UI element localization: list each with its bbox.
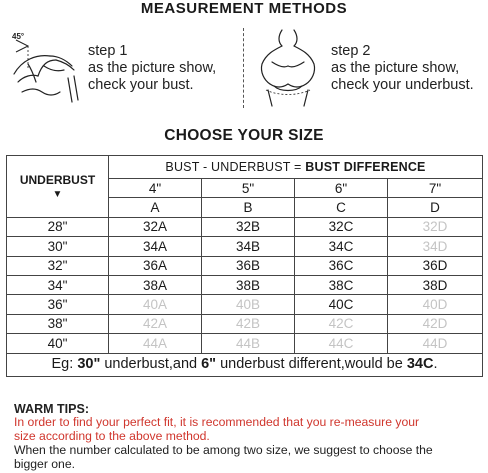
step2-text bbox=[331, 43, 474, 94]
band-cell: 28" bbox=[7, 217, 109, 236]
steps-divider bbox=[243, 28, 244, 108]
size-cell: 36D bbox=[388, 256, 483, 275]
size-cell: 34D bbox=[388, 237, 483, 256]
size-cell: 32B bbox=[202, 217, 295, 236]
size-cell: 42C bbox=[295, 314, 388, 333]
size-cell: 38B bbox=[202, 275, 295, 294]
size-cell: 44A bbox=[109, 334, 202, 353]
cup-cell: B bbox=[202, 198, 295, 217]
tips-black-line2: bigger one. bbox=[14, 457, 75, 471]
underbust-header: UNDERBUST bbox=[19, 172, 96, 187]
size-chart-table bbox=[6, 155, 483, 377]
step1-line2: as the picture show, bbox=[88, 60, 217, 76]
size-cell: 34B bbox=[202, 237, 295, 256]
difference-cell: 6" bbox=[295, 179, 388, 198]
example-text: Eg: bbox=[51, 356, 78, 373]
size-cell: 40B bbox=[202, 295, 295, 314]
down-arrow-icon: ▼ bbox=[52, 188, 63, 200]
band-cell: 30" bbox=[7, 237, 109, 256]
size-table-title: CHOOSE YOUR SIZE bbox=[164, 127, 324, 144]
step1-text bbox=[88, 43, 216, 94]
tips-red-line2: size according to the above method. bbox=[14, 429, 210, 443]
table-row bbox=[7, 334, 483, 353]
cup-cell: A bbox=[109, 198, 202, 217]
size-cell: 36C bbox=[295, 256, 388, 275]
difference-cell: 4" bbox=[109, 179, 202, 198]
band-cell: 36" bbox=[7, 295, 109, 314]
difference-cell: 7" bbox=[388, 179, 483, 198]
size-cell: 36A bbox=[109, 256, 202, 275]
bust-measure-illustration bbox=[8, 30, 83, 105]
size-cell: 44D bbox=[388, 334, 483, 353]
size-cell: 42D bbox=[388, 314, 483, 333]
bust-measure-icon bbox=[8, 30, 83, 105]
table-row bbox=[7, 237, 483, 256]
step2-label: step 2 bbox=[331, 43, 371, 59]
example-text: underbust different,would be bbox=[216, 356, 407, 373]
size-cell: 32D bbox=[388, 217, 483, 236]
size-cell: 42A bbox=[109, 314, 202, 333]
table-row bbox=[7, 314, 483, 333]
size-cell: 40D bbox=[388, 295, 483, 314]
band-cell: 38" bbox=[7, 314, 109, 333]
table-row bbox=[7, 217, 483, 236]
size-cell: 44B bbox=[202, 334, 295, 353]
size-cell: 36B bbox=[202, 256, 295, 275]
size-cell: 38A bbox=[109, 275, 202, 294]
example-text: . bbox=[433, 356, 438, 373]
tips-red-line1: In order to find your perfect fit, it is recommended that you re-measure your bbox=[14, 415, 420, 429]
size-cell: 40C bbox=[295, 295, 388, 314]
difference-cell: 5" bbox=[202, 179, 295, 198]
size-cell: 32A bbox=[109, 217, 202, 236]
size-cell: 44C bbox=[295, 334, 388, 353]
example-text: underbust,and bbox=[100, 356, 202, 373]
underbust-measure-icon bbox=[252, 28, 330, 108]
band-cell: 40" bbox=[7, 334, 109, 353]
underbust-measure-illustration bbox=[252, 28, 330, 108]
measurement-title: MEASUREMENT METHODS bbox=[140, 0, 348, 17]
example-bold: 34C bbox=[406, 356, 434, 373]
size-cell: 38C bbox=[295, 275, 388, 294]
table-row bbox=[7, 295, 483, 314]
bust-header-prefix: BUST - UNDERBUST = bbox=[165, 159, 306, 174]
warm-tips-red bbox=[14, 415, 484, 443]
size-cell: 34C bbox=[295, 237, 388, 256]
example-bold: 30" bbox=[77, 356, 101, 373]
step2-line2: as the picture show, bbox=[331, 60, 460, 76]
band-cell: 34" bbox=[7, 275, 109, 294]
size-cell: 40A bbox=[109, 295, 202, 314]
underbust-header-cell bbox=[7, 156, 109, 218]
cup-cell: C bbox=[295, 198, 388, 217]
tips-black-line1: When the number calculated to be among two size, we suggest to choose the bbox=[14, 443, 433, 457]
table-row bbox=[7, 275, 483, 294]
size-cell: 34A bbox=[109, 237, 202, 256]
bust-header-bold: BUST DIFFERENCE bbox=[305, 159, 426, 174]
example-note bbox=[7, 353, 483, 376]
warm-tips-black bbox=[14, 443, 484, 471]
step1-label: step 1 bbox=[88, 43, 128, 59]
warm-tips-title: WARM TIPS: bbox=[14, 402, 89, 416]
bust-difference-header bbox=[109, 156, 483, 179]
angle-label: 45° bbox=[12, 32, 25, 41]
band-cell: 32" bbox=[7, 256, 109, 275]
size-cell: 42B bbox=[202, 314, 295, 333]
size-cell: 32C bbox=[295, 217, 388, 236]
table-row bbox=[7, 256, 483, 275]
cup-cell: D bbox=[388, 198, 483, 217]
size-cell: 38D bbox=[388, 275, 483, 294]
example-bold: 6" bbox=[201, 356, 217, 373]
step2-line3: check your underbust. bbox=[331, 77, 474, 93]
step1-line3: check your bust. bbox=[88, 77, 194, 93]
